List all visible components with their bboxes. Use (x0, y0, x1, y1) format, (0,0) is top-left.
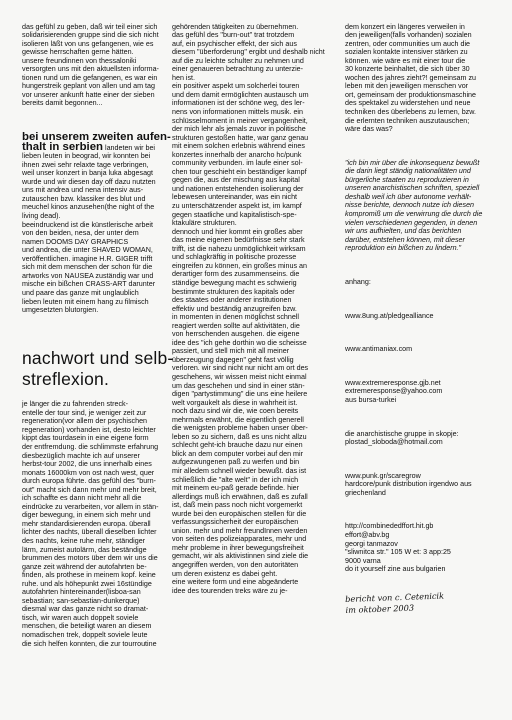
skopje-contact[interactable]: die anarchistische gruppe in skopje: plostad_sloboda@hotmail.com (345, 429, 459, 447)
reflection-heading: nachwort und selb- streflexion. (22, 347, 174, 389)
reflection-paragraph: je länger die zu fahrenden streck- entelle der tour sind, je weniger zeit zur regeneration(vor allem der psychischen regeneration) vorhanden ist, desto leichter kippt das tourdasein in eine eigene form der entfremdung. die schlimmste erfahrung diesbezüglich machte ich auf unserer herbst-tour 2002, die uns innerhalb eines monats 16000km von ost nach west, quer durch europa führte. das gefühl des "burn- out" macht sich dann mehr und mehr breit, ich schaffte es dann nicht mehr all die eindrücke zu verarbeiten, vor allem in stän- diger bewegung, in einem sich mehr und mehr standardisierenden europa. überall lichter des nachts, überall dieselben lichter des nachts, keine ruhe mehr, ständiger lärm, zumeist autolärm, das beständige brummen des motors über dem wir uns die ganze zeit während der autofahrten be- finden, als prothese in meinem kopf. keine ruhe. und als höhepunkt zwei 16stündige autofahrten hintereinander(lisboa-san sebastian; san-sebastian-dunkerque) diesmal war das ganze nicht so dramat- tisch, wir waren auch doppelt soviele menschen, die beteiligt waren an diesem nomadischen trek, doppelt soviele leute die sich helfen konnten, die zur tourroutine (22, 400, 159, 648)
extremeresponse-contact[interactable]: www.extremeresponse.gjb.net extremeresponse@yahoo.com aus bursa-turkei (345, 378, 443, 404)
serbia-heading: bei unserem zweiten aufen- thalt in serbien (22, 131, 171, 153)
quote-paragraph: "ich bin mir über die inkonsequenz bewußt die darin liegt ständig nationalitäten und bürgerliche staaten zu reproduzieren in unseren anarchistischen schriften, speziell deshalb weil ich über autonome verhält- nisse berichte, dennoch nutze ich diesen kompromiß um die verwirrung die durch die vielen verschiedenen gegenden, in denen wir uns aufhielten, und das berichten darüber, entstehen können, mit dieser reproduktion ein bißchen zu lindern." (345, 158, 483, 253)
middle-paragraph: gehörenden tätigkeiten zu übernehmen. das gefühl des "burn-out" trat trotzdem auf, ein psychischer effekt, der sich aus diesem "überforderung" ergibt und deshalb nicht auf die zu leichte schulter zu nehmen und einer genaueren betrachtung zu unterzie- hen ist. ein positiver aspekt um solcherlei touren und dem damit ermöglichten austausch um informationen ist der schöne weg, des ler- nens von informationen mittels musik. ein schlüsselmoment in meiner vergangenheit, der mich lehr als jemals zuvor in politische strukturen gestoßen hatte, war ganz genau mit einem solchen erlebnis während eines konzertes innerhalb der anarcho hc/punk community verbunden. im laufe einer sol- chen tour geschieht ein beständiger kampf gegen die, aus der mischung aus kapital und nationen entstehenden isolierung der lebewesen untereinander, was ein nicht zu unterschätzender aspekt ist, im kampf gegen staatliche und kapitalistisch-spe- ktakuläre strukturen. dennoch und hier kommt ein großes aber das meine eigenen bedürfnisse sehr stark trifft, ist die nahezu unmöglichkeit wirksam und schlagkräftig in politische prozesse eingreifen zu können, ein großes minus an derartiger form des zusammenseins. die ständige bewegung macht es schwierig bestimmte strukturen des kapitals oder des staates oder anderer institutionen effektiv und beständig anzugreifen bzw. in momenten in denen möglichst schnell reagiert werden sollte auf aktivitäten, die von herrschenden ausgehen. die eigene idee des "ich gehe dorthin wo die scheisse passiert, und stell mich mit all meiner überzeugung dagegen" geht fast völlig verloren. wir sind nicht nur nicht am ort des geschehens, wir wissen meist nicht einmal um das geschehen und sind in einer stän- digen "partystimmung" die uns eine heilere welt vorgaukelt als diese in wahrheit ist. noch dazu sind wir die, wie coen bereits mehrmals erwähnt, die eigentlich generell die wenigsten probleme haben unser über- leben so zu sichern, daß es uns nicht allzu schlecht geht-ich brauche dazu nur einen blick an dem computer vorbei auf den mir aufgezwungenen paß zu werfen und bin mir alledem schnell wieder bewußt. das ist schließlich die "alte welt" in der ich mich mit meinem eu-paß gerade befinde. hier allerdings muß ich erwähnen, daß es zufall ist, daß mein pass noch nicht vorgemerkt wurde bei den europäischen stellen für die verfassungssicherheit der europäischen union. mehr und mehr freundInnen werden von seiten des polizeiapparates, mehr und mehr probleme in ihrer bewegungsfreiheit gemacht, wir als aktivistinnen sind ziele die angegriffen werden, von den autoritäten um deren existenz es dabei geht. eine weitere form und eine abgeänderte idee des tourenden treks wäre zu je- (172, 22, 325, 595)
link-antimaniax[interactable]: www.antimaniax.com (345, 345, 413, 354)
bulgaria-contact[interactable]: http://combinededffort.hit.gb effort@abv.bg georgi tanmazov "sliwnitca str." 105 W et: 3 app:25 9000 varna do it yourself zine aus bulgarien (345, 522, 451, 574)
column-right (345, 14, 505, 625)
serbia-section (22, 133, 182, 314)
anhang-label: anhang: (345, 277, 371, 286)
right-paragraph: dem konzert ein längeres verweilen in den jeweiligen(falls vorhanden) sozialen zentren, oder communities um auch die sozialen kontakte intensiver stärken zu können. wie wäre es mit einer tour die 30 konzerte beinhaltet, die sich über 30 wochen des jahres zieht?! gemeinsam zu leben mit den jeweiligen menschen vor ort, gemeinsam der produktionsmaschine des spektakel zu widerstehen und neue techniken des überlebens zu lernen, bzw. die erlernten techniken auszutauschen; wäre das was? (345, 22, 476, 134)
intro-paragraph: das gefühl zu geben, daß wir teil einer sich solidarisierenden gruppe sind die sich nicht isolieren läßt von uns gefangenen, wie es gewisse herrschaften gerne hätten. unsere freundinnen von thessaloniki versorgten uns mit den aktuellsten informa- tionen rund um die gefangenen, es war ein hungerstreik geplant von allen und am tag vor unserer ankunft hatte einer der sieben bereits damit begonnen... (22, 22, 159, 108)
handwritten-signature: bericht von c. Cetenicik im oktober 2003 (345, 590, 445, 616)
serbia-paragraph: landeten wir bei lieben leuten in beograd, wir konnten bei ihnen zwei sehr relaxte tage verbringen, weil unser konzert in banja luka abgesagt wurde und wir diesen day off dazu nutzten uns mit andrea und nena intensiv aus- zutauschen bzw. klassiker des blut und meuchel kinos anzusehen(the night of the living dead). beeindruckend ist die künstlerische arbeit von den beiden, nesa, der unter dem namen DOOMS DAY GRAPHICS und andrea, die unter SHAVED WOMAN, veröffentlichen. imagine H.R. GIGER trifft sich mit dem menschen der schon für die artworks von NAUSEA zuständig war und mische ein bißchen CRASS-ART darunter und paare das ganze mit unglaublich lieben leuten mit einem hang zu filmisch umgesetzten blutorgien. (22, 143, 156, 315)
scaregrow-contact[interactable]: www.punk.gr/scaregrow hardcore/punk distribution irgendwo aus griechenland (345, 471, 472, 497)
column-middle (172, 14, 340, 604)
link-pledgealliance[interactable]: www.8ung.at/pledgealliance (345, 311, 434, 320)
column-left (22, 14, 182, 657)
